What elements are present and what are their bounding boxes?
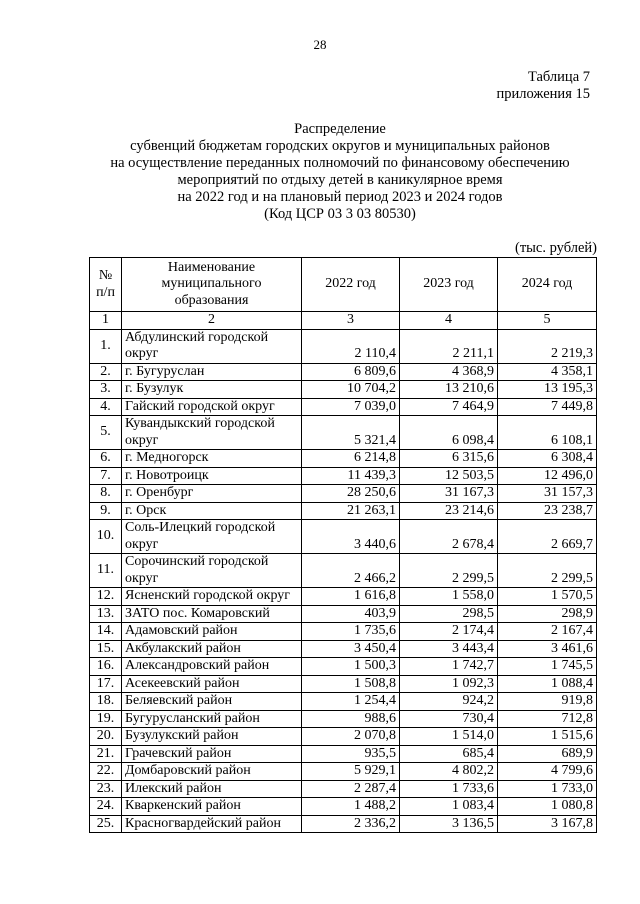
row-value-2022: 1 616,8 <box>302 588 400 606</box>
table-row <box>90 502 597 520</box>
row-value-2022: 2 070,8 <box>302 728 400 746</box>
table-row <box>90 658 597 676</box>
row-value-2022: 5 321,4 <box>302 416 400 450</box>
row-value-2024: 1 733,0 <box>498 780 597 798</box>
title-line: на осуществление переданных полномочий по финансовому обеспечению <box>110 155 570 171</box>
row-value-2023: 31 167,3 <box>400 485 498 503</box>
row-name: г. Бугуруслан <box>122 363 302 381</box>
table-label-line2: приложения 15 <box>496 86 590 102</box>
row-name: Акбулакский район <box>122 640 302 658</box>
header-2024: 2024 год <box>498 258 597 312</box>
header-number: № п/п <box>90 258 122 312</box>
row-name: Кувандыкский городской округ <box>122 416 302 450</box>
row-value-2024: 31 157,3 <box>498 485 597 503</box>
row-name: Домбаровский район <box>122 763 302 781</box>
row-value-2023: 685,4 <box>400 745 498 763</box>
row-value-2024: 2 299,5 <box>498 554 597 588</box>
row-value-2023: 13 210,6 <box>400 381 498 399</box>
row-value-2023: 1 514,0 <box>400 728 498 746</box>
row-value-2022: 7 039,0 <box>302 398 400 416</box>
row-number: 12. <box>90 588 122 606</box>
row-number: 23. <box>90 780 122 798</box>
row-value-2024: 1 745,5 <box>498 658 597 676</box>
row-value-2024: 7 449,8 <box>498 398 597 416</box>
row-value-2022: 2 336,2 <box>302 815 400 833</box>
row-number: 24. <box>90 798 122 816</box>
row-value-2024: 1 570,5 <box>498 588 597 606</box>
row-name: Красногвардейский район <box>122 815 302 833</box>
table-row <box>90 485 597 503</box>
table-row <box>90 675 597 693</box>
row-value-2022: 1 500,3 <box>302 658 400 676</box>
row-value-2023: 6 098,4 <box>400 416 498 450</box>
table-row <box>90 329 597 363</box>
row-name: Кваркенский район <box>122 798 302 816</box>
row-number: 17. <box>90 675 122 693</box>
row-value-2022: 11 439,3 <box>302 467 400 485</box>
row-name: Бузулукский район <box>122 728 302 746</box>
row-value-2022: 6 809,6 <box>302 363 400 381</box>
row-name: Грачевский район <box>122 745 302 763</box>
row-value-2024: 13 195,3 <box>498 381 597 399</box>
row-value-2023: 7 464,9 <box>400 398 498 416</box>
row-number: 19. <box>90 710 122 728</box>
table-row <box>90 363 597 381</box>
title-line: мероприятий по отдыху детей в каникулярное время <box>177 172 503 188</box>
row-value-2023: 730,4 <box>400 710 498 728</box>
row-value-2023: 3 443,4 <box>400 640 498 658</box>
table-row <box>90 640 597 658</box>
row-value-2024: 2 167,4 <box>498 623 597 641</box>
row-value-2022: 1 488,2 <box>302 798 400 816</box>
units-label: (тыс. рублей) <box>515 240 597 256</box>
row-value-2023: 298,5 <box>400 605 498 623</box>
row-value-2023: 4 802,2 <box>400 763 498 781</box>
row-number: 7. <box>90 467 122 485</box>
row-value-2023: 3 136,5 <box>400 815 498 833</box>
table-row <box>90 728 597 746</box>
table-row <box>90 693 597 711</box>
row-value-2022: 2 287,4 <box>302 780 400 798</box>
title-line: субвенций бюджетам городских округов и муниципальных районов <box>130 138 550 154</box>
row-name: Сорочинский городской округ <box>122 554 302 588</box>
row-value-2022: 1 735,6 <box>302 623 400 641</box>
index-cell: 1 <box>90 312 122 330</box>
table-row <box>90 381 597 399</box>
row-number: 25. <box>90 815 122 833</box>
row-number: 22. <box>90 763 122 781</box>
title-heading: Распределение <box>294 121 386 137</box>
row-value-2024: 3 167,8 <box>498 815 597 833</box>
row-number: 8. <box>90 485 122 503</box>
title-line: на 2022 год и на плановый период 2023 и 2024 годов <box>177 189 503 205</box>
row-name: ЗАТО пос. Комаровский <box>122 605 302 623</box>
row-number: 1. <box>90 329 122 363</box>
row-value-2023: 1 083,4 <box>400 798 498 816</box>
row-value-2023: 2 678,4 <box>400 520 498 554</box>
header-2023: 2023 год <box>400 258 498 312</box>
page-number: 28 <box>313 37 327 52</box>
row-name: Гайский городской округ <box>122 398 302 416</box>
index-cell: 5 <box>498 312 597 330</box>
row-value-2024: 6 108,1 <box>498 416 597 450</box>
row-number: 18. <box>90 693 122 711</box>
row-name: Бугурусланский район <box>122 710 302 728</box>
row-value-2024: 6 308,4 <box>498 450 597 468</box>
row-value-2023: 2 174,4 <box>400 623 498 641</box>
row-name: г. Медногорск <box>122 450 302 468</box>
row-value-2022: 3 450,4 <box>302 640 400 658</box>
table-row <box>90 416 597 450</box>
index-cell: 4 <box>400 312 498 330</box>
row-value-2022: 21 263,1 <box>302 502 400 520</box>
subvention-table <box>89 257 597 833</box>
row-number: 21. <box>90 745 122 763</box>
table-row <box>90 520 597 554</box>
row-value-2024: 1 080,8 <box>498 798 597 816</box>
row-value-2023: 924,2 <box>400 693 498 711</box>
row-value-2022: 1 508,8 <box>302 675 400 693</box>
row-value-2023: 1 742,7 <box>400 658 498 676</box>
row-number: 3. <box>90 381 122 399</box>
row-name: Адамовский район <box>122 623 302 641</box>
index-cell: 3 <box>302 312 400 330</box>
row-name: Илекский район <box>122 780 302 798</box>
row-value-2023: 4 368,9 <box>400 363 498 381</box>
row-value-2024: 4 358,1 <box>498 363 597 381</box>
index-cell: 2 <box>122 312 302 330</box>
row-value-2022: 5 929,1 <box>302 763 400 781</box>
table-row <box>90 763 597 781</box>
title-line: (Код ЦСР 03 3 03 80530) <box>264 206 416 222</box>
table-label-line1: Таблица 7 <box>527 69 590 85</box>
header-2022: 2022 год <box>302 258 400 312</box>
row-value-2024: 3 461,6 <box>498 640 597 658</box>
row-value-2022: 3 440,6 <box>302 520 400 554</box>
row-value-2024: 712,8 <box>498 710 597 728</box>
row-name: г. Новотроицк <box>122 467 302 485</box>
row-name: Ясненский городской округ <box>122 588 302 606</box>
row-name: г. Орск <box>122 502 302 520</box>
table-row <box>90 623 597 641</box>
row-name: Асекеевский район <box>122 675 302 693</box>
row-number: 15. <box>90 640 122 658</box>
row-value-2024: 23 238,7 <box>498 502 597 520</box>
table-row <box>90 554 597 588</box>
row-name: Беляевский район <box>122 693 302 711</box>
document-title <box>60 121 620 223</box>
row-name: г. Оренбург <box>122 485 302 503</box>
table-row <box>90 745 597 763</box>
table-label <box>497 69 590 103</box>
table-row <box>90 710 597 728</box>
table-row <box>90 798 597 816</box>
row-value-2022: 403,9 <box>302 605 400 623</box>
row-value-2024: 1 515,6 <box>498 728 597 746</box>
row-name: Абдулинский городской округ <box>122 329 302 363</box>
row-value-2024: 12 496,0 <box>498 467 597 485</box>
row-number: 16. <box>90 658 122 676</box>
row-value-2024: 4 799,6 <box>498 763 597 781</box>
row-value-2023: 2 211,1 <box>400 329 498 363</box>
row-number: 6. <box>90 450 122 468</box>
row-number: 20. <box>90 728 122 746</box>
row-number: 13. <box>90 605 122 623</box>
row-number: 10. <box>90 520 122 554</box>
row-value-2024: 919,8 <box>498 693 597 711</box>
row-number: 5. <box>90 416 122 450</box>
table-row <box>90 605 597 623</box>
row-value-2023: 1 558,0 <box>400 588 498 606</box>
table-row <box>90 588 597 606</box>
row-value-2022: 2 110,4 <box>302 329 400 363</box>
row-value-2024: 298,9 <box>498 605 597 623</box>
table-row <box>90 815 597 833</box>
row-value-2023: 6 315,6 <box>400 450 498 468</box>
row-value-2024: 2 219,3 <box>498 329 597 363</box>
header-name: Наименование муниципального образования <box>122 258 302 312</box>
row-number: 4. <box>90 398 122 416</box>
table-index-row <box>90 312 597 330</box>
row-value-2022: 988,6 <box>302 710 400 728</box>
row-number: 14. <box>90 623 122 641</box>
table-row <box>90 467 597 485</box>
row-value-2022: 10 704,2 <box>302 381 400 399</box>
row-value-2023: 1 092,3 <box>400 675 498 693</box>
row-value-2023: 2 299,5 <box>400 554 498 588</box>
row-name: г. Бузулук <box>122 381 302 399</box>
row-value-2022: 2 466,2 <box>302 554 400 588</box>
row-value-2022: 1 254,4 <box>302 693 400 711</box>
row-number: 11. <box>90 554 122 588</box>
row-value-2022: 935,5 <box>302 745 400 763</box>
row-number: 9. <box>90 502 122 520</box>
row-value-2023: 12 503,5 <box>400 467 498 485</box>
row-name: Александровский район <box>122 658 302 676</box>
row-value-2022: 6 214,8 <box>302 450 400 468</box>
table-row <box>90 450 597 468</box>
row-number: 2. <box>90 363 122 381</box>
row-name: Соль-Илецкий городской округ <box>122 520 302 554</box>
row-value-2023: 1 733,6 <box>400 780 498 798</box>
table-row <box>90 398 597 416</box>
table-header-row <box>90 258 597 312</box>
row-value-2023: 23 214,6 <box>400 502 498 520</box>
row-value-2024: 1 088,4 <box>498 675 597 693</box>
row-value-2024: 689,9 <box>498 745 597 763</box>
table-row <box>90 780 597 798</box>
row-value-2022: 28 250,6 <box>302 485 400 503</box>
row-value-2024: 2 669,7 <box>498 520 597 554</box>
